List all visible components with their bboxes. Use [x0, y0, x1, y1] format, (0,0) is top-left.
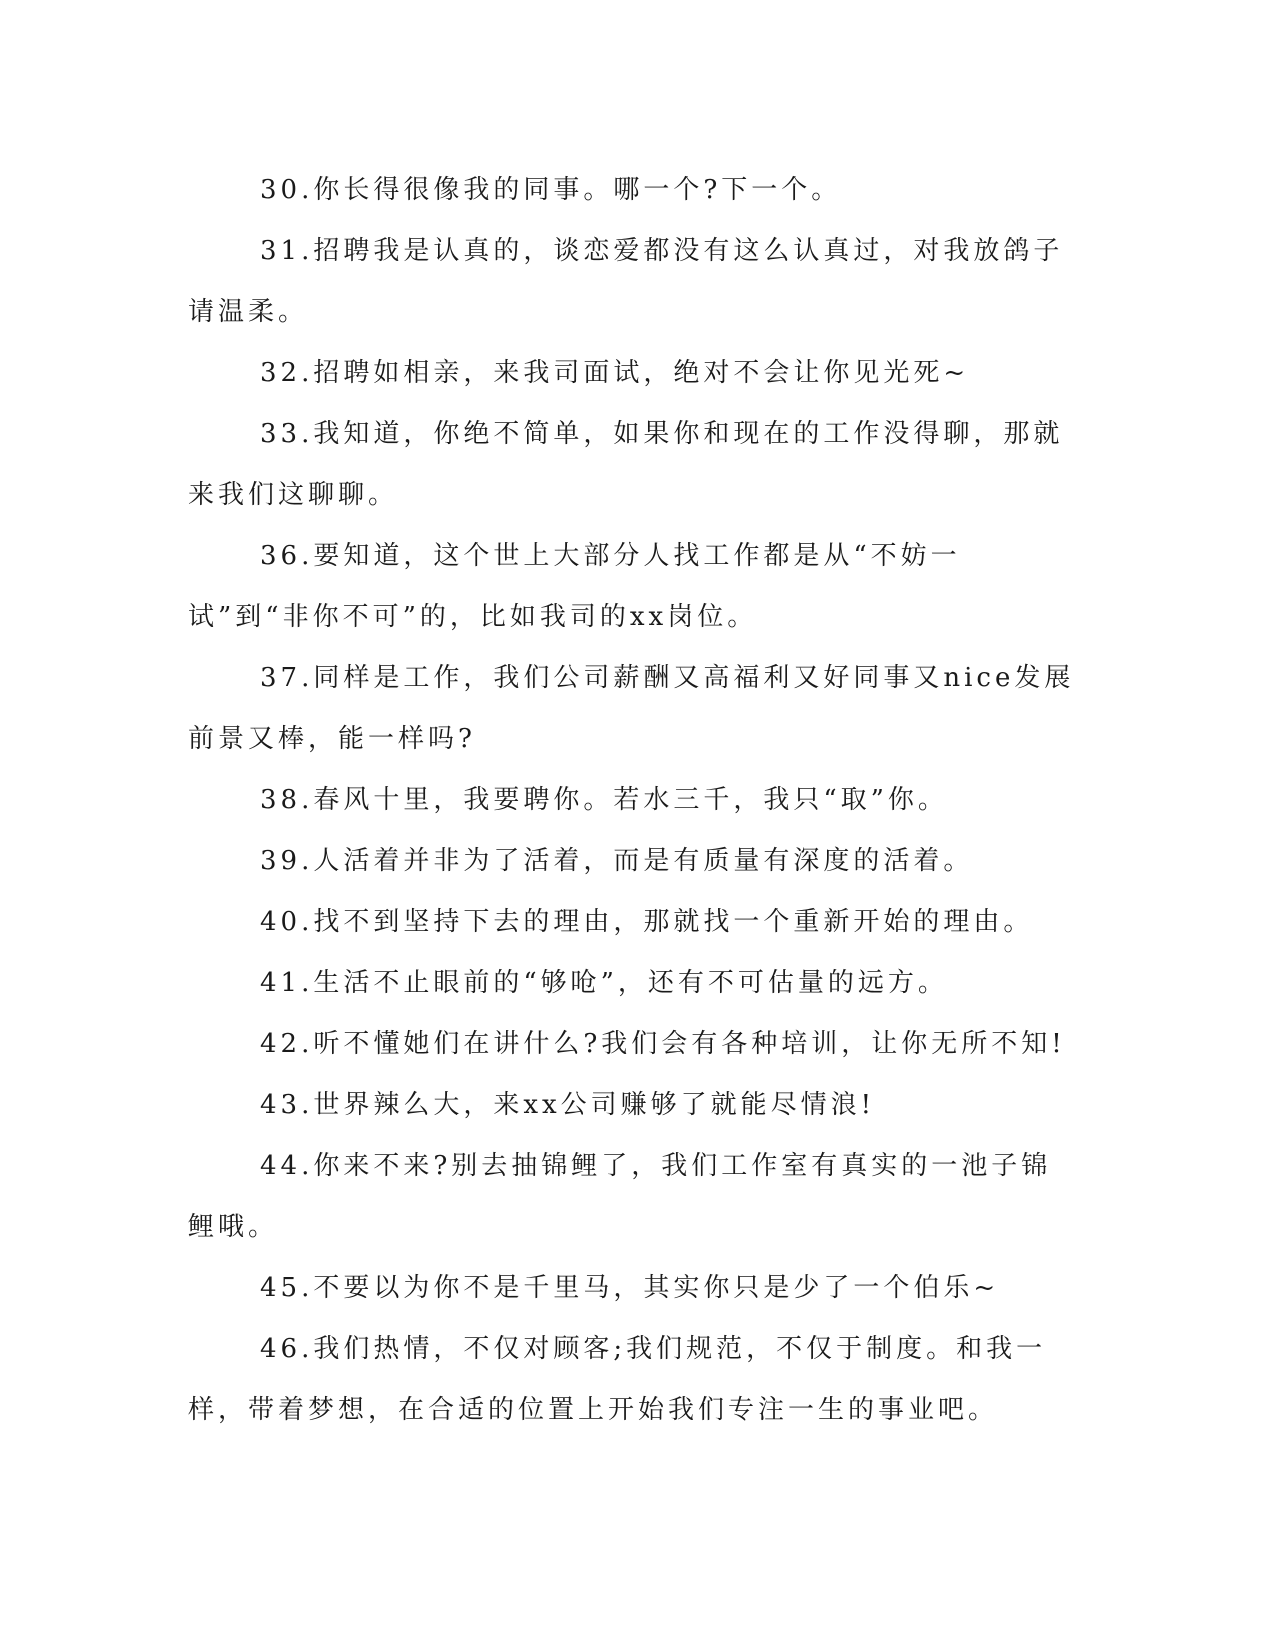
paragraph-38: 38.春风十里，我要聘你。若水三千，我只“取”你。 [260, 785, 948, 815]
document-body [188, 160, 1076, 1441]
paragraph-42: 42.听不懂她们在讲什么?我们会有各种培训，让你无所不知! [260, 1029, 1066, 1059]
paragraph-39: 39.人活着并非为了活着，而是有质量有深度的活着。 [260, 846, 974, 876]
paragraph-44: 44.你来不来?别去抽锦鲤了，我们工作室有真实的一池子锦鲤哦。 [188, 1151, 1052, 1242]
paragraph-40: 40.找不到坚持下去的理由，那就找一个重新开始的理由。 [260, 907, 1034, 937]
paragraph-37: 37.同样是工作，我们公司薪酬又高福利又好同事又nice发展前景又棒，能一样吗? [188, 663, 1075, 754]
paragraph-43: 43.世界辣么大，来xx公司赚够了就能尽情浪! [260, 1090, 876, 1120]
paragraph-36: 36.要知道，这个世上大部分人找工作都是从“不妨一试”到“非你不可”的，比如我司的xx岗位。 [188, 541, 961, 632]
paragraph-31: 31.招聘我是认真的，谈恋爱都没有这么认真过，对我放鸽子请温柔。 [188, 236, 1064, 327]
paragraph-30: 30.你长得很像我的同事。哪一个?下一个。 [260, 175, 842, 205]
paragraph-33: 33.我知道，你绝不简单，如果你和现在的工作没得聊，那就来我们这聊聊。 [188, 419, 1064, 510]
paragraph-32: 32.招聘如相亲，来我司面试，绝对不会让你见光死~ [260, 358, 970, 388]
paragraph-41: 41.生活不止眼前的“够呛”，还有不可估量的远方。 [260, 968, 948, 998]
paragraph-45: 45.不要以为你不是千里马，其实你只是少了一个伯乐~ [260, 1273, 1000, 1303]
paragraph-46: 46.我们热情，不仅对顾客;我们规范，不仅于制度。和我一样，带着梦想，在合适的位置上开始我们专注一生的事业吧。 [188, 1334, 1047, 1425]
